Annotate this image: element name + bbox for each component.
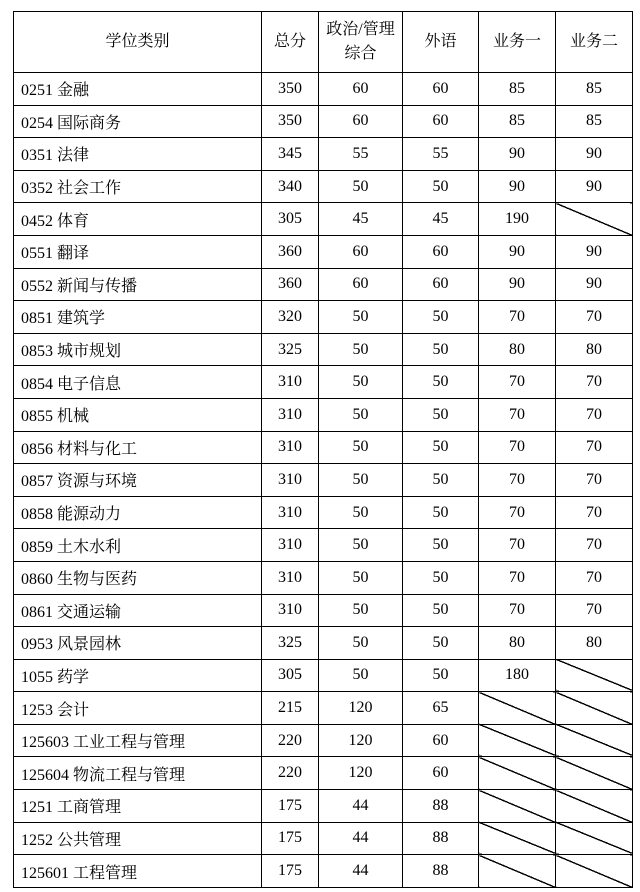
empty-slash-cell <box>479 757 556 790</box>
cell-total: 220 <box>262 757 319 790</box>
table-row <box>14 73 633 106</box>
empty-slash-cell <box>479 790 556 823</box>
cell-subject-one: 70 <box>479 529 556 562</box>
cell-total: 310 <box>262 594 319 627</box>
cell-degree-type: 1253 会计 <box>14 692 262 725</box>
table-row <box>14 138 633 171</box>
cell-foreign-language: 60 <box>403 73 479 106</box>
cell-politics: 44 <box>319 855 403 888</box>
cell-subject-one: 190 <box>479 203 556 236</box>
empty-slash-cell <box>479 692 556 725</box>
table-row <box>14 301 633 334</box>
table-row <box>14 366 633 399</box>
empty-slash-cell <box>556 757 633 790</box>
cell-degree-type: 0351 法律 <box>14 138 262 171</box>
cell-subject-one: 70 <box>479 594 556 627</box>
header-subject-two: 业务二 <box>556 12 633 73</box>
header-row <box>14 12 633 73</box>
cell-foreign-language: 50 <box>403 366 479 399</box>
cell-degree-type: 0853 城市规划 <box>14 333 262 366</box>
cell-politics: 50 <box>319 594 403 627</box>
cell-foreign-language: 50 <box>403 398 479 431</box>
cell-subject-two: 90 <box>556 268 633 301</box>
cell-total: 310 <box>262 398 319 431</box>
cell-subject-one: 80 <box>479 627 556 660</box>
empty-slash-cell <box>556 692 633 725</box>
cell-politics: 50 <box>319 529 403 562</box>
cell-total: 325 <box>262 627 319 660</box>
table-row <box>14 594 633 627</box>
table-row <box>14 268 633 301</box>
cell-total: 220 <box>262 724 319 757</box>
cell-subject-two: 70 <box>556 431 633 464</box>
cell-total: 305 <box>262 203 319 236</box>
cell-subject-one: 70 <box>479 561 556 594</box>
cell-foreign-language: 50 <box>403 594 479 627</box>
table-row <box>14 464 633 497</box>
table-row <box>14 170 633 203</box>
cell-subject-two: 70 <box>556 464 633 497</box>
cell-subject-one: 70 <box>479 496 556 529</box>
empty-slash-cell <box>556 724 633 757</box>
cell-politics: 50 <box>319 366 403 399</box>
cell-total: 310 <box>262 366 319 399</box>
cell-degree-type: 1251 工商管理 <box>14 790 262 823</box>
cell-foreign-language: 60 <box>403 724 479 757</box>
table-row <box>14 203 633 236</box>
empty-slash-cell <box>556 822 633 855</box>
table-row <box>14 627 633 660</box>
empty-slash-cell <box>479 724 556 757</box>
cell-politics: 50 <box>319 333 403 366</box>
cell-subject-two: 70 <box>556 529 633 562</box>
cell-total: 175 <box>262 822 319 855</box>
cell-politics: 44 <box>319 790 403 823</box>
cell-total: 310 <box>262 496 319 529</box>
cell-foreign-language: 60 <box>403 757 479 790</box>
cell-subject-two: 90 <box>556 235 633 268</box>
cell-politics: 60 <box>319 73 403 106</box>
cell-foreign-language: 88 <box>403 790 479 823</box>
cell-subject-one: 90 <box>479 268 556 301</box>
empty-slash-cell <box>556 855 633 888</box>
cell-degree-type: 0859 土木水利 <box>14 529 262 562</box>
cell-foreign-language: 50 <box>403 496 479 529</box>
cell-subject-one: 90 <box>479 235 556 268</box>
cell-total: 325 <box>262 333 319 366</box>
header-subject-one: 业务一 <box>479 12 556 73</box>
cell-subject-one: 70 <box>479 464 556 497</box>
cell-politics: 45 <box>319 203 403 236</box>
cell-degree-type: 0854 电子信息 <box>14 366 262 399</box>
cell-degree-type: 0452 体育 <box>14 203 262 236</box>
empty-slash-cell <box>556 203 633 236</box>
header-degree-type: 学位类别 <box>14 12 262 73</box>
cell-degree-type: 0352 社会工作 <box>14 170 262 203</box>
cell-politics: 44 <box>319 822 403 855</box>
cell-total: 350 <box>262 73 319 106</box>
cell-politics: 50 <box>319 398 403 431</box>
cell-subject-two: 70 <box>556 496 633 529</box>
cell-foreign-language: 88 <box>403 822 479 855</box>
table-row <box>14 431 633 464</box>
cell-foreign-language: 50 <box>403 170 479 203</box>
cell-politics: 50 <box>319 627 403 660</box>
cell-subject-one: 70 <box>479 301 556 334</box>
cell-degree-type: 0254 国际商务 <box>14 105 262 138</box>
cell-foreign-language: 50 <box>403 659 479 692</box>
cell-politics: 50 <box>319 659 403 692</box>
cell-subject-one: 90 <box>479 138 556 171</box>
cell-politics: 50 <box>319 496 403 529</box>
cell-foreign-language: 60 <box>403 235 479 268</box>
cell-degree-type: 0551 翻译 <box>14 235 262 268</box>
cell-total: 310 <box>262 561 319 594</box>
table-row <box>14 659 633 692</box>
cell-degree-type: 0858 能源动力 <box>14 496 262 529</box>
table-row <box>14 333 633 366</box>
cell-foreign-language: 50 <box>403 431 479 464</box>
cell-total: 345 <box>262 138 319 171</box>
cell-degree-type: 0855 机械 <box>14 398 262 431</box>
cell-degree-type: 0856 材料与化工 <box>14 431 262 464</box>
cell-subject-two: 70 <box>556 561 633 594</box>
cell-degree-type: 0851 建筑学 <box>14 301 262 334</box>
cell-subject-one: 70 <box>479 366 556 399</box>
cell-foreign-language: 88 <box>403 855 479 888</box>
table-row <box>14 757 633 790</box>
cell-politics: 50 <box>319 431 403 464</box>
cell-foreign-language: 45 <box>403 203 479 236</box>
cell-foreign-language: 50 <box>403 529 479 562</box>
cell-degree-type: 0552 新闻与传播 <box>14 268 262 301</box>
header-total: 总分 <box>262 12 319 73</box>
cell-degree-type: 0860 生物与医药 <box>14 561 262 594</box>
cell-politics: 120 <box>319 692 403 725</box>
cell-foreign-language: 50 <box>403 561 479 594</box>
cell-degree-type: 0857 资源与环境 <box>14 464 262 497</box>
cell-total: 175 <box>262 790 319 823</box>
empty-slash-cell <box>479 855 556 888</box>
table-row <box>14 724 633 757</box>
cell-subject-two: 70 <box>556 366 633 399</box>
cell-total: 215 <box>262 692 319 725</box>
cell-total: 340 <box>262 170 319 203</box>
empty-slash-cell <box>479 822 556 855</box>
table-row <box>14 398 633 431</box>
header-politics: 政治/管理综合 <box>319 12 403 73</box>
cell-degree-type: 1055 药学 <box>14 659 262 692</box>
cell-politics: 60 <box>319 268 403 301</box>
cell-subject-two: 90 <box>556 138 633 171</box>
table-row <box>14 105 633 138</box>
cell-politics: 60 <box>319 235 403 268</box>
table-row <box>14 692 633 725</box>
cell-subject-one: 80 <box>479 333 556 366</box>
cell-politics: 50 <box>319 301 403 334</box>
score-table <box>13 11 633 888</box>
cell-foreign-language: 60 <box>403 105 479 138</box>
empty-slash-cell <box>556 790 633 823</box>
cell-subject-one: 85 <box>479 73 556 106</box>
cell-foreign-language: 65 <box>403 692 479 725</box>
cell-total: 305 <box>262 659 319 692</box>
cell-total: 360 <box>262 235 319 268</box>
table-row <box>14 561 633 594</box>
table-row <box>14 235 633 268</box>
cell-total: 310 <box>262 529 319 562</box>
cell-subject-one: 70 <box>479 398 556 431</box>
cell-total: 310 <box>262 431 319 464</box>
table-row <box>14 496 633 529</box>
cell-foreign-language: 55 <box>403 138 479 171</box>
table-body <box>14 73 633 888</box>
cell-subject-one: 85 <box>479 105 556 138</box>
table-row <box>14 822 633 855</box>
cell-total: 310 <box>262 464 319 497</box>
cell-politics: 60 <box>319 105 403 138</box>
cell-foreign-language: 50 <box>403 333 479 366</box>
cell-degree-type: 0861 交通运输 <box>14 594 262 627</box>
cell-subject-two: 90 <box>556 170 633 203</box>
cell-subject-one: 70 <box>479 431 556 464</box>
cell-degree-type: 1252 公共管理 <box>14 822 262 855</box>
cell-total: 175 <box>262 855 319 888</box>
cell-subject-two: 85 <box>556 105 633 138</box>
table-row <box>14 529 633 562</box>
cell-degree-type: 125601 工程管理 <box>14 855 262 888</box>
cell-politics: 55 <box>319 138 403 171</box>
cell-degree-type: 125603 工业工程与管理 <box>14 724 262 757</box>
cell-subject-two: 70 <box>556 301 633 334</box>
cell-politics: 50 <box>319 170 403 203</box>
cell-subject-two: 80 <box>556 627 633 660</box>
cell-foreign-language: 50 <box>403 627 479 660</box>
cell-degree-type: 0251 金融 <box>14 73 262 106</box>
cell-foreign-language: 60 <box>403 268 479 301</box>
cell-politics: 120 <box>319 757 403 790</box>
cell-subject-one: 180 <box>479 659 556 692</box>
cell-subject-two: 80 <box>556 333 633 366</box>
cell-politics: 50 <box>319 464 403 497</box>
empty-slash-cell <box>556 659 633 692</box>
cell-politics: 120 <box>319 724 403 757</box>
cell-subject-one: 90 <box>479 170 556 203</box>
table-row <box>14 790 633 823</box>
cell-degree-type: 0953 风景园林 <box>14 627 262 660</box>
cell-subject-two: 70 <box>556 398 633 431</box>
table-row <box>14 855 633 888</box>
cell-subject-two: 70 <box>556 594 633 627</box>
cell-foreign-language: 50 <box>403 464 479 497</box>
cell-politics: 50 <box>319 561 403 594</box>
cell-degree-type: 125604 物流工程与管理 <box>14 757 262 790</box>
cell-subject-two: 85 <box>556 73 633 106</box>
cell-foreign-language: 50 <box>403 301 479 334</box>
header-foreign-language: 外语 <box>403 12 479 73</box>
cell-total: 360 <box>262 268 319 301</box>
cell-total: 320 <box>262 301 319 334</box>
cell-total: 350 <box>262 105 319 138</box>
